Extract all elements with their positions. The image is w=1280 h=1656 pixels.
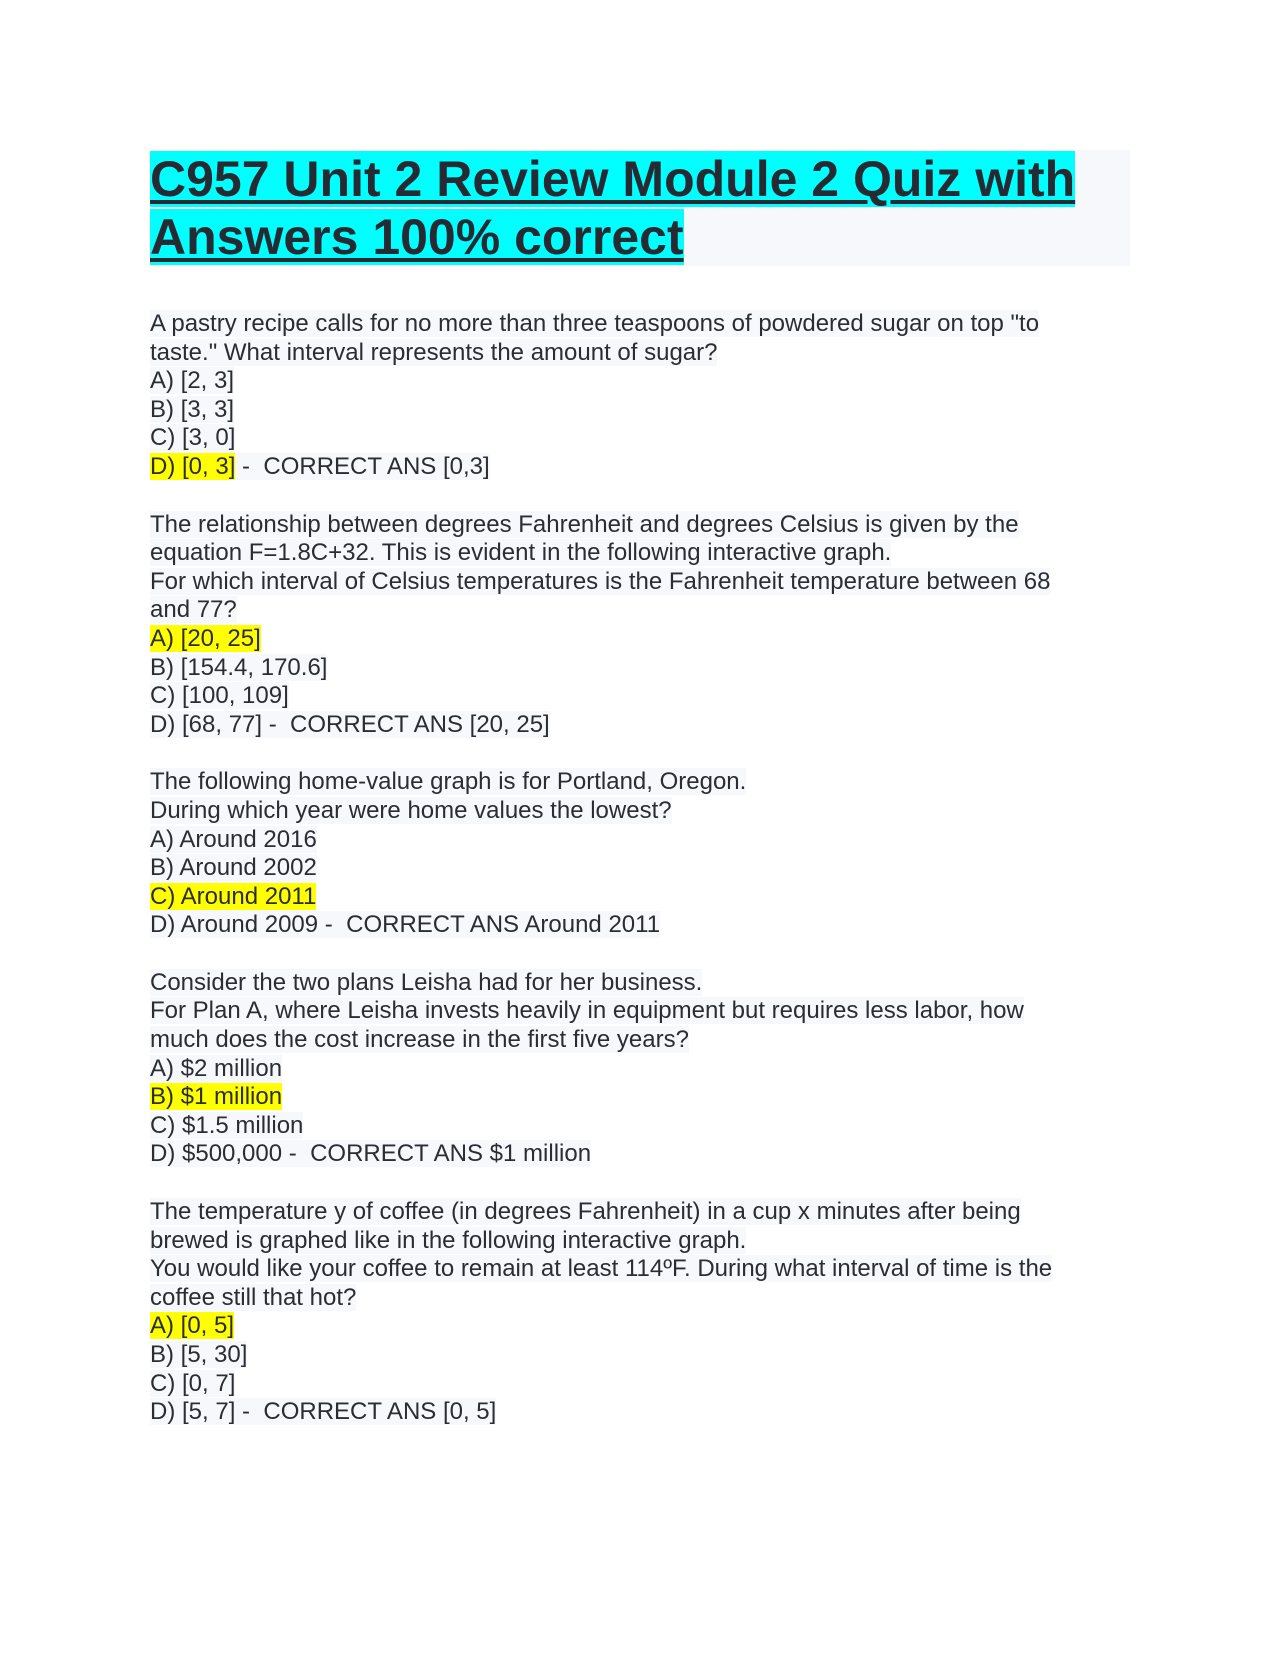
option-text: C) [0, 7] [150,1369,236,1397]
question-text: A pastry recipe calls for no more than three teaspoons of powdered sugar on top "to [150,310,1040,337]
option-text: B) [5, 30] [150,1341,248,1368]
question-text-line [150,1026,1130,1055]
quiz-content [150,310,1130,1456]
answer-option [150,1312,1130,1341]
question-block [150,511,1130,740]
title-line-1: C957 Unit 2 Review Module 2 Quiz with [150,151,1076,207]
answer-option [150,1112,1130,1141]
highlighted-option-text: A) [0, 5] [150,1312,235,1340]
question-block [150,768,1130,940]
title-line-2: Answers 100% correct [150,209,684,265]
option-text: C) [100, 109] [150,682,289,710]
answer-option [150,424,1130,453]
question-text: The relationship between degrees Fahrenheit and degrees Celsius is given by the [150,510,1019,538]
question-text: You would like your coffee to remain at least 114ºF. During what interval of time is the [150,1255,1053,1283]
answer-option [150,826,1130,855]
correct-answer: - CORRECT ANS [0, 5] [235,1398,497,1426]
question-text-line [150,797,1130,826]
answer-option [150,1083,1130,1112]
question-text-line [150,1198,1130,1227]
question-text: For Plan A, where Leisha invests heavily in equipment but requires less labor, how [150,997,1024,1025]
question-text-line [150,596,1130,625]
option-text: D) Around 2009 [150,911,319,939]
highlighted-option-text: D) [0, 3] [150,452,236,480]
question-block [150,969,1130,1169]
answer-option [150,854,1130,883]
option-text: D) $500,000 [150,1140,283,1168]
option-text: C) [3, 0] [150,424,236,452]
question-text-line [150,339,1130,368]
option-text: B) [3, 3] [150,395,235,423]
answer-option [150,883,1130,912]
question-text: much does the cost increase in the first five years? [150,1026,689,1054]
question-text: For which interval of Celsius temperatures is the Fahrenheit temperature between 68 [150,567,1051,595]
question-text-line [150,511,1130,540]
correct-answer: - CORRECT ANS $1 million [282,1140,592,1168]
title-block [150,150,1130,266]
answer-option [150,396,1130,425]
question-text: The temperature y of coffee (in degrees Fahrenheit) in a cup x minutes after being [150,1198,1021,1226]
answer-option [150,625,1130,654]
question-text-line [150,768,1130,797]
question-text-line [150,997,1130,1026]
question-text-line [150,969,1130,998]
question-text: coffee still that hot? [150,1283,357,1311]
question-text: equation F=1.8C+32. This is evident in the following interactive graph. [150,539,892,567]
answer-option [150,1370,1130,1399]
highlighted-option-text: A) [20, 25] [150,624,261,652]
option-text: A) $2 million [150,1054,283,1082]
question-text: Consider the two plans Leisha had for her business. [150,968,703,996]
answer-option [150,911,1130,940]
answer-option [150,1341,1130,1370]
question-text: brewed is graphed like in the following interactive graph. [150,1226,747,1254]
highlighted-option-text: C) Around 2011 [150,882,317,910]
answer-option [150,682,1130,711]
question-block [150,1198,1130,1427]
correct-answer: - CORRECT ANS [0,3] [235,452,490,480]
correct-answer: - CORRECT ANS [20, 25] [262,710,550,738]
question-text-line [150,310,1130,339]
option-text: D) [5, 7] [150,1398,236,1426]
question-text: taste." What interval represents the amount of sugar? [150,338,718,366]
option-text: C) $1.5 million [150,1111,304,1139]
answer-option [150,367,1130,396]
option-text: A) [2, 3] [150,367,235,395]
question-text: During which year were home values the lowest? [150,796,672,824]
question-text: and 77? [150,596,237,624]
question-text-line [150,539,1130,568]
question-block [150,310,1130,482]
option-text: B) [154.4, 170.6] [150,653,328,681]
question-text-line [150,568,1130,597]
question-text: The following home-value graph is for Portland, Oregon. [150,768,747,796]
question-text-line [150,1284,1130,1313]
option-text: A) Around 2016 [150,825,317,853]
page-title [150,150,1130,266]
answer-option [150,1055,1130,1084]
answer-option [150,654,1130,683]
answer-option [150,1140,1130,1169]
answer-option [150,711,1130,740]
option-text: B) Around 2002 [150,854,317,882]
highlighted-option-text: B) $1 million [150,1083,283,1111]
answer-option [150,1398,1130,1427]
question-text-line [150,1255,1130,1284]
correct-answer: - CORRECT ANS Around 2011 [318,911,661,939]
answer-option [150,453,1130,482]
question-text-line [150,1227,1130,1256]
option-text: D) [68, 77] [150,710,263,738]
